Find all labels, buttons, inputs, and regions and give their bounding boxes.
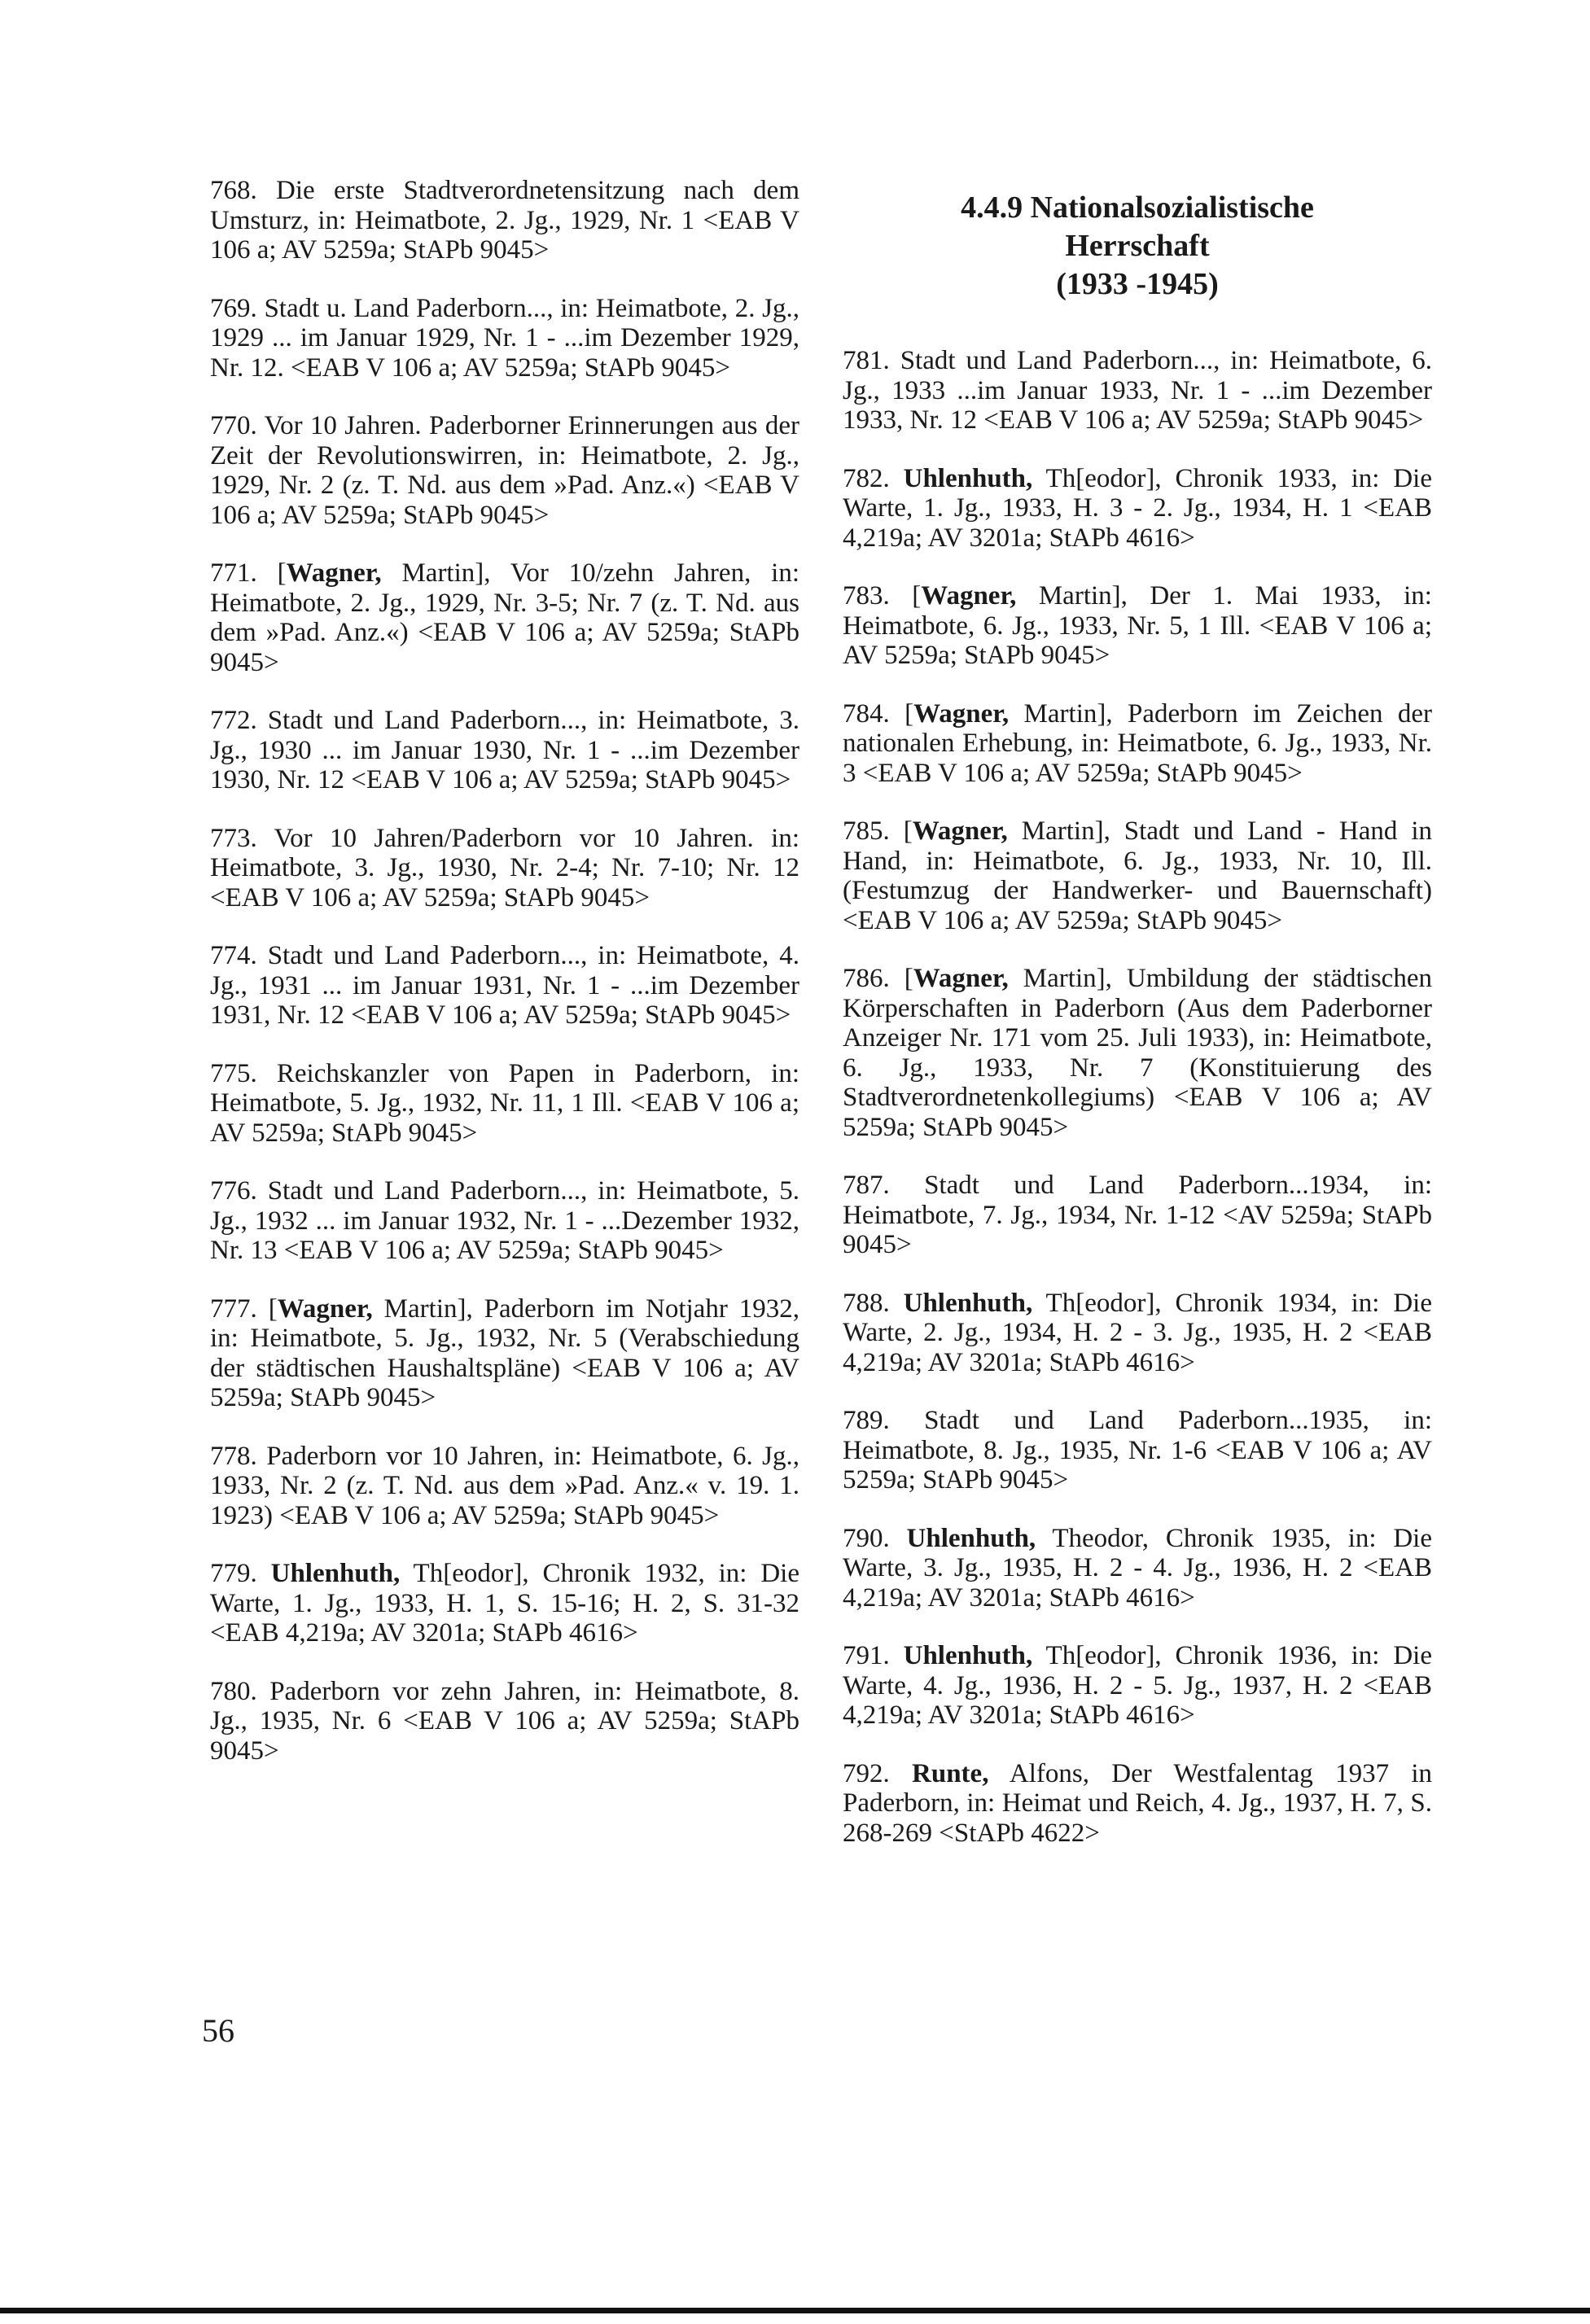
entry-author: Wagner, <box>912 816 1008 846</box>
entry-text: 781. Stadt und Land Paderborn..., in: Heimatbote, 6. Jg., 1933 ...im Januar 1933, Nr. 1 - ...im Dezember 1933, Nr. 12 <EAB V 106 a; AV 5259a; StAPb 9045> <box>843 346 1432 435</box>
entry-text: 778. Paderborn vor 10 Jahren, in: Heimatbote, 6. Jg., 1933, Nr. 2 (z. T. Nd. aus dem »Pad. Anz.« v. 19. 1. 1923) <EAB V 106 a; AV 5259a; StAPb 9045> <box>210 1441 799 1530</box>
bibliography-entry-791 <box>843 1641 1432 1731</box>
entry-text: 791. <box>843 1641 904 1670</box>
entry-author: Uhlenhuth, <box>906 1523 1036 1553</box>
entry-text: 770. Vor 10 Jahren. Paderborner Erinnerungen aus der Zeit der Revolutionswirren, in: Heimatbote, 2. Jg., 1929, Nr. 2 (z. T. Nd. aus dem »Pad. Anz.«) <EAB V 106 a; AV 5259a; StAPb 9045> <box>210 411 799 530</box>
entry-text: Th[eodor], Chronik 1936, in: Die Warte, 4. Jg., 1936, H. 2 - 5. Jg., 1937, H. 2 <EAB 4,219a; AV 3201a; StAPb 4616> <box>843 1641 1432 1730</box>
entry-text: 777. [ <box>210 1293 278 1324</box>
entry-text: 772. Stadt und Land Paderborn..., in: Heimatbote, 3. Jg., 1930 ... im Januar 1930, Nr. 1 - ...im Dezember 1930, Nr. 12 <EAB V 106 a; AV 5259a; StAPb 9045> <box>210 706 799 794</box>
entry-text: Martin], Stadt und Land - Hand in Hand, in: Heimatbote, 6. Jg., 1933, Nr. 10, Ill. (Festumzug der Handwerker- und Bauernschaft) <EAB V 106 a; AV 5259a; StAPb 9045> <box>843 816 1432 935</box>
entry-author: Wagner, <box>913 698 1010 729</box>
entry-text: 771. [ <box>210 558 287 588</box>
page-number: 56 <box>202 2012 234 2049</box>
bibliography-entry-777 <box>210 1294 799 1413</box>
bibliography-entry-774 <box>210 941 799 1031</box>
bibliography-entry-781 <box>843 346 1432 435</box>
entry-text: 779. <box>210 1559 271 1588</box>
entry-text: Th[eodor], Chronik 1933, in: Die Warte, 1. Jg., 1933, H. 3 - 2. Jg., 1934, H. 1 <EAB 4,219a; AV 3201a; StAPb 4616> <box>843 463 1432 553</box>
entry-text: 776. Stadt und Land Paderborn..., in: Heimatbote, 5. Jg., 1932 ... im Januar 1932, Nr. 1 - ...Dezember 1932, Nr. 13 <EAB V 106 a; AV 5259a; StAPb 9045> <box>210 1176 799 1265</box>
bibliography-entry-790 <box>843 1524 1432 1613</box>
bibliography-entry-771 <box>210 558 799 677</box>
section-heading <box>843 189 1432 304</box>
entry-text: 784. [ <box>843 698 914 729</box>
entry-author: Uhlenhuth, <box>903 1641 1033 1670</box>
bibliography-entry-787 <box>843 1171 1432 1260</box>
entry-text: Alfons, Der Westfalentag 1937 in Paderborn, in: Heimat und Reich, 4. Jg., 1937, H. 7, S. 268-269 <StAPb 4622> <box>843 1758 1432 1848</box>
bibliography-entry-773 <box>210 824 799 913</box>
entry-text: 785. [ <box>843 816 913 846</box>
bibliography-entry-788 <box>843 1289 1432 1378</box>
entry-text: 788. <box>843 1288 904 1318</box>
entry-text: 787. Stadt und Land Paderborn...1934, in: Heimatbote, 7. Jg., 1934, Nr. 1-12 <AV 5259a; StAPb 9045> <box>843 1171 1432 1259</box>
bibliography-entry-775 <box>210 1059 799 1149</box>
entry-text: 774. Stadt und Land Paderborn..., in: Heimatbote, 4. Jg., 1931 ... im Januar 1931, Nr. 1 - ...im Dezember 1931, Nr. 12 <EAB V 106 a; AV 5259a; StAPb 9045> <box>210 941 799 1030</box>
entry-text: 783. [ <box>843 581 922 611</box>
entry-text: Theodor, Chronik 1935, in: Die Warte, 3. Jg., 1935, H. 2 - 4. Jg., 1936, H. 2 <EAB 4,219a; AV 3201a; StAPb 4616> <box>843 1523 1433 1613</box>
entry-author: Uhlenhuth, <box>903 1288 1033 1318</box>
entry-text: 780. Paderborn vor zehn Jahren, in: Heimatbote, 8. Jg., 1935, Nr. 6 <EAB V 106 a; AV 5259a; StAPb 9045> <box>210 1676 799 1766</box>
entry-text: 786. [ <box>843 964 913 993</box>
entry-text: 789. Stadt und Land Paderborn...1935, in: Heimatbote, 8. Jg., 1935, Nr. 1-6 <EAB V 106 a; AV 5259a; StAPb 9045> <box>843 1406 1432 1495</box>
bibliography-entry-779 <box>210 1559 799 1648</box>
bibliography-entry-778 <box>210 1442 799 1531</box>
entry-text: 775. Reichskanzler von Papen in Paderborn, in: Heimatbote, 5. Jg., 1932, Nr. 11, 1 Ill. <EAB V 106 a; AV 5259a; StAPb 9045> <box>210 1058 799 1148</box>
entry-author: Wagner, <box>286 558 382 588</box>
bibliography-entry-770 <box>210 411 799 530</box>
entry-author: Wagner, <box>913 964 1009 993</box>
bottom-rule <box>0 2308 1590 2313</box>
entry-text: 773. Vor 10 Jahren/Paderborn vor 10 Jahren. in: Heimatbote, 3. Jg., 1930, Nr. 2-4; Nr. 7-10; Nr. 12 <EAB V 106 a; AV 5259a; StAPb 9045> <box>210 823 799 913</box>
entry-text: Martin], Der 1. Mai 1933, in: Heimatbote, 6. Jg., 1933, Nr. 5, 1 Ill. <EAB V 106 a; AV 5259a; StAPb 9045> <box>843 581 1432 670</box>
entry-text: 792. <box>843 1758 913 1788</box>
bibliography-entry-784 <box>843 699 1432 789</box>
bibliography-entry-783 <box>843 581 1432 671</box>
entry-author: Wagner, <box>277 1293 373 1324</box>
section-heading-line: Herrschaft <box>1065 229 1210 263</box>
entry-text: 768. Die erste Stadtverordnetensitzung nach dem Umsturz, in: Heimatbote, 2. Jg., 1929, Nr. 1 <EAB V 106 a; AV 5259a; StAPb 9045> <box>210 176 799 265</box>
entry-text: Martin], Vor 10/zehn Jahren, in: Heimatbote, 2. Jg., 1929, Nr. 3-5; Nr. 7 (z. T. Nd. aus dem »Pad. Anz.«) <EAB V 106 a; AV 5259a; StAPb 9045> <box>210 558 799 677</box>
entry-text: Martin], Paderborn im Zeichen der nationalen Erhebung, in: Heimatbote, 6. Jg., 1933, Nr. 3 <EAB V 106 a; AV 5259a; StAPb 9045> <box>843 698 1432 788</box>
bibliography-entry-792 <box>843 1759 1432 1849</box>
entry-text: Th[eodor], Chronik 1932, in: Die Warte, 1. Jg., 1933, H. 1, S. 15-16; H. 2, S. 31-32 <EAB 4,219a; AV 3201a; StAPb 4616> <box>210 1559 799 1648</box>
section-heading-line: 4.4.9 Nationalsozialistische <box>961 190 1314 225</box>
bibliography-entry-772 <box>210 706 799 795</box>
bibliography-entry-769 <box>210 294 799 383</box>
bibliography-entry-789 <box>843 1406 1432 1495</box>
entry-text: 769. Stadt u. Land Paderborn..., in: Heimatbote, 2. Jg., 1929 ... im Januar 1929, Nr. 1 - ...im Dezember 1929, Nr. 12. <EAB V 106 a; AV 5259a; StAPb 9045> <box>210 293 799 383</box>
entry-author: Runte, <box>912 1758 989 1788</box>
entry-author: Wagner, <box>921 581 1017 611</box>
section-heading-line: (1933 -1945) <box>1056 267 1219 301</box>
bibliography-entry-768 <box>210 176 799 265</box>
entry-text: Martin], Umbildung der städtischen Körperschaften in Paderborn (Aus dem Paderborner Anzeiger Nr. 171 vom 25. Juli 1933), in: Heimatbote, 6. Jg., 1933, Nr. 7 (Konstituierung des Stadtverordnetenkollegiums) <EAB V 106 a; AV 5259a; StAPb 9045> <box>843 964 1432 1142</box>
entry-text: 782. <box>843 463 904 493</box>
entry-text: 790. <box>843 1523 907 1553</box>
entry-author: Uhlenhuth, <box>903 463 1033 493</box>
left-column <box>210 176 799 1794</box>
bibliography-entry-786 <box>843 964 1432 1142</box>
entry-text: Martin], Paderborn im Notjahr 1932, in: Heimatbote, 5. Jg., 1932, Nr. 5 (Verabschiedung der städtischen Haushaltspläne) <EAB V 106 a; AV 5259a; StAPb 9045> <box>210 1293 799 1412</box>
entry-text: Th[eodor], Chronik 1934, in: Die Warte, 2. Jg., 1934, H. 2 - 3. Jg., 1935, H. 2 <EAB 4,219a; AV 3201a; StAPb 4616> <box>843 1288 1432 1377</box>
entry-author: Uhlenhuth, <box>270 1559 401 1588</box>
bibliography-entry-776 <box>210 1176 799 1266</box>
bibliography-entry-785 <box>843 816 1432 935</box>
bibliography-entry-782 <box>843 464 1432 554</box>
bibliography-entry-780 <box>210 1677 799 1766</box>
right-column <box>843 176 1432 1876</box>
